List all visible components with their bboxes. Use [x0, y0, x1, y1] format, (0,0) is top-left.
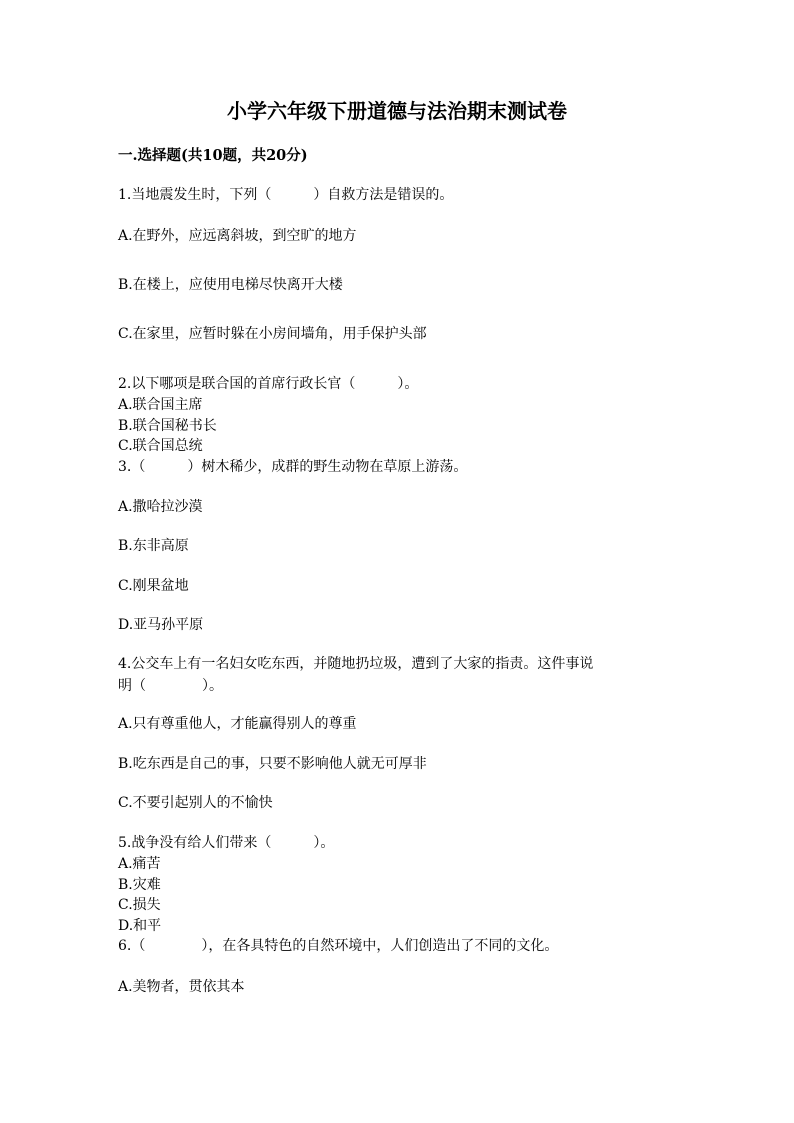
- question-stem: 5.战争没有给人们带来（ ）。: [118, 835, 335, 851]
- option-b: B.吃东西是自己的事，只要不影响他人就无可厚非: [118, 756, 427, 772]
- option-c: C.刚果盆地: [118, 578, 189, 594]
- option-b: B.在楼上，应使用电梯尽快离开大楼: [118, 277, 343, 293]
- option-c: C.不要引起别人的不愉快: [118, 795, 273, 811]
- option-a: A.在野外，应远离斜坡，到空旷的地方: [118, 228, 357, 244]
- option-a: A.美物者，贯依其本: [118, 979, 245, 995]
- option-b: B.联合国秘书长: [118, 418, 217, 434]
- option-c: C.损失: [118, 897, 161, 913]
- option-a: A.撒哈拉沙漠: [118, 499, 203, 515]
- option-c: C.联合国总统: [118, 438, 203, 454]
- option-a: A.痛苦: [118, 856, 161, 872]
- question-stem: 6.（ ），在各具特色的自然环境中，人们创造出了不同的文化。: [118, 938, 559, 954]
- option-b: B.灾难: [118, 877, 161, 893]
- question-stem: 1.当地震发生时，下列（ ）自救方法是错误的。: [118, 187, 454, 203]
- option-d: D.亚马孙平原: [118, 617, 204, 633]
- section-heading: 一.选择题(共10题，共20分): [118, 147, 308, 164]
- question-stem: 3.（ ）树木稀少，成群的野生动物在草原上游荡。: [118, 459, 468, 475]
- option-c: C.在家里，应暂时躲在小房间墙角，用手保护头部: [118, 326, 427, 342]
- option-d: D.和平: [118, 918, 162, 934]
- question-stem-line-2: 明（ ）。: [118, 678, 223, 694]
- option-a: A.联合国主席: [118, 397, 203, 413]
- question-stem-line-1: 4.公交车上有一名妇女吃东西，并随地扔垃圾，遭到了大家的指责。这件事说: [118, 656, 594, 672]
- question-stem: 2.以下哪项是联合国的首席行政长官（ ）。: [118, 376, 419, 392]
- option-b: B.东非高原: [118, 538, 189, 554]
- page-title: 小学六年级下册道德与法治期末测试卷: [227, 99, 567, 123]
- option-a: A.只有尊重他人，才能赢得别人的尊重: [118, 716, 357, 732]
